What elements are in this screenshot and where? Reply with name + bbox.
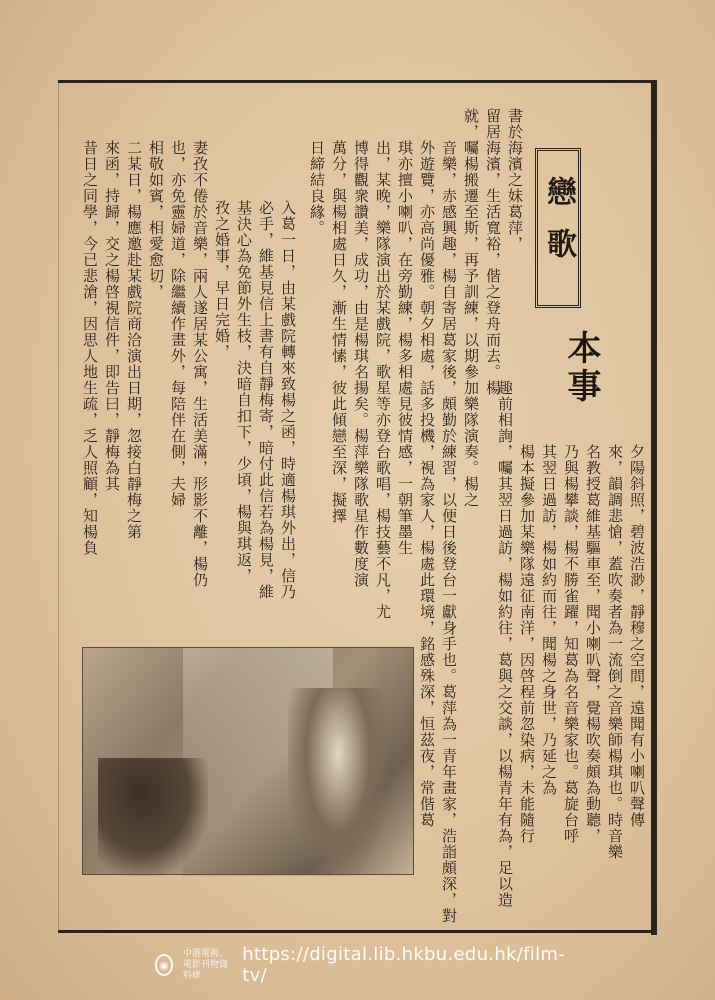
text-column: 孜之婚事，早日完婚， bbox=[213, 200, 231, 360]
text-column: 趣前相詢，囑其翌日過訪，楊如約往，葛與之交談，以楊青年有為，足以造 bbox=[496, 380, 514, 908]
text-column: 博得觀衆讚美，成功，由是楊琪名揚矣。楊萍樂隊歌星作數度演 bbox=[352, 140, 370, 588]
text-column: 日締結良緣。 bbox=[308, 140, 326, 236]
frame-border-bottom bbox=[58, 930, 656, 933]
library-logo-icon: ◉ bbox=[155, 954, 173, 976]
frame-border-right bbox=[651, 80, 657, 935]
text-column: 妻孜不倦於音樂，兩人遂居某公寓，生活美滿，形影不離，楊仍 bbox=[191, 140, 209, 588]
text-column: 音樂，赤感興趣，楊自寄居葛家後，頗勤於練習，以便日後登台一獻身手也。葛萍為一青年畫家，浩詣頗深，對 bbox=[440, 140, 458, 924]
text-column: 夕陽斜照，碧波浩渺，靜穆之空間，遠聞有小喇叭聲傳 bbox=[628, 444, 646, 828]
text-column: 基決心為免節外生枝，決暗自扣下，少頃，楊與琪返， bbox=[235, 200, 253, 584]
text-column: 乃與楊攀談，楊不勝雀躍，知葛為名音樂家也。葛旋台呼 bbox=[562, 444, 580, 844]
text-column: 琪亦擅小喇叭，在旁勤練，楊多相處見彼情感，一朝筆墨生 bbox=[396, 140, 414, 556]
text-column: 名教授葛維基驅車至，聞小喇叭聲，覺楊吹奏頗為動聽， bbox=[584, 444, 602, 844]
text-column: 二某日，楊應邀赴某戲院商洽演出日期，忽接白靜梅之第 bbox=[125, 140, 143, 540]
text-column: 來函，持歸，交之楊啓視信件，即告曰，靜梅為其 bbox=[103, 140, 121, 492]
text-column: 相敬如賓，相愛愈切， bbox=[147, 140, 165, 300]
text-column: 出，某晚，樂隊演出於某戲院，歌星等亦登台歌唱，楊技藝不凡，尤 bbox=[374, 140, 392, 620]
text-column: 書於海濱之妹葛萍， bbox=[506, 108, 524, 252]
text-column: 外遊覽，亦高尚優雅。朝夕相處，話多投機，視為家人，楊處此環境，銘感殊深，恒茲夜，常偕葛 bbox=[418, 140, 436, 828]
text-column: 也，亦免靈婦道，除繼續作畫外，每陪伴在側，夫婦 bbox=[169, 140, 187, 508]
text-column: 就，囑楊搬遷至斯，再予訓練，以期參加樂隊演奏。楊之 bbox=[462, 108, 480, 508]
film-still-photo bbox=[82, 647, 414, 875]
text-column: 來，韻調悲愴，蓋吹奏者為一流倒之音樂師楊琪也。時音樂 bbox=[606, 444, 624, 860]
article-title-box bbox=[535, 148, 581, 308]
frame-border-left bbox=[58, 80, 59, 933]
library-url[interactable]: https://digital.lib.hkbu.edu.hk/film-tv/ bbox=[242, 944, 565, 986]
text-column: 其翌日過訪，楊如約而往，聞楊之身世，乃延之為 bbox=[540, 444, 558, 796]
frame-border-top bbox=[58, 80, 656, 83]
article-title: 戀歌 bbox=[541, 176, 576, 280]
text-column: 留居海濱，生活寬裕，偕之登舟而去。楊 bbox=[484, 108, 502, 396]
photo-figure-seated bbox=[98, 758, 208, 876]
article-subtitle: 本事 bbox=[561, 330, 601, 406]
text-column: 萬分，與楊相處日久，漸生情愫，彼此傾戀至深，擬擇 bbox=[330, 140, 348, 524]
text-column: 楊本擬參加某樂隊遠征南洋，因啓程前忽染病，未能隨行 bbox=[518, 444, 536, 844]
photo-figure-standing bbox=[288, 688, 388, 876]
library-watermark bbox=[155, 944, 565, 986]
library-name: 中港電視、電影刊物資料庫 bbox=[182, 948, 228, 981]
text-column: 入葛一日，由某戲院轉來致楊之函，時適楊琪外出，信乃 bbox=[279, 200, 297, 600]
text-column: 昔日之同學，今已悲滄，因思人地生疏，乏人照顧，知楊負 bbox=[81, 140, 99, 556]
text-column: 必手，維基見信上書有自靜梅寄，暗付此信若為楊見，維 bbox=[257, 200, 275, 600]
